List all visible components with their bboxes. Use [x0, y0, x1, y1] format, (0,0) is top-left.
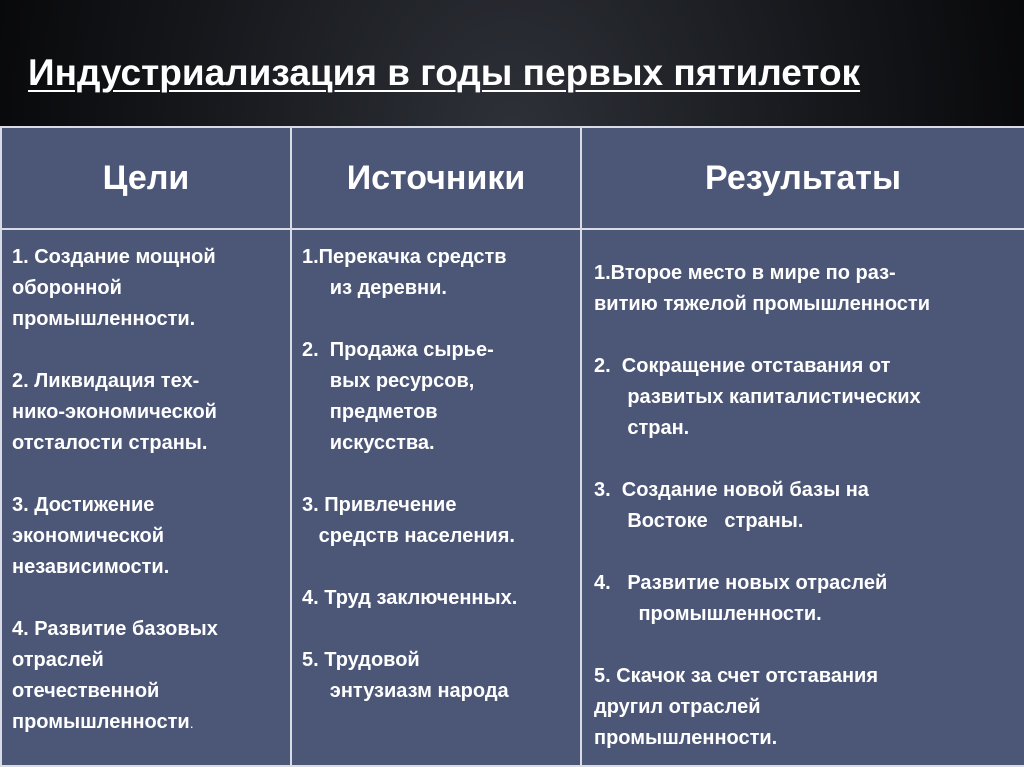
source-line: 5. Трудовой — [302, 649, 420, 671]
result-line: 2. Сокращение отставания от — [594, 355, 891, 377]
source-line: из деревни. — [302, 277, 447, 299]
source-line: 1.Перекачка средств — [302, 246, 507, 268]
slide-title: Индустриализация в годы первых пятилеток — [28, 52, 861, 93]
comparison-table — [0, 126, 1024, 767]
header-goals: Цели — [1, 127, 291, 229]
goal-line: 2. Ликвидация тех- — [12, 370, 200, 392]
goal-line: нико-экономической — [12, 401, 217, 423]
header-results: Результаты — [581, 127, 1024, 229]
result-line: промышленности. — [594, 727, 778, 749]
goals-list — [2, 230, 290, 739]
result-line: витию тяжелой промышленности — [594, 293, 931, 315]
goal-line: промышленности. — [12, 308, 196, 330]
goal-line — [12, 707, 290, 739]
goal-line: отсталости страны. — [12, 432, 208, 454]
goal-line-dot: . — [189, 715, 194, 731]
header-row — [1, 127, 1024, 229]
source-line: 2. Продажа сырье- — [302, 339, 494, 361]
result-line: развитых капиталистических — [594, 386, 921, 408]
sources-cell — [291, 229, 581, 766]
result-line: стран. — [594, 417, 690, 439]
result-line: 4. Развитие новых отраслей — [594, 572, 888, 594]
result-line: 1.Второе место в мире по раз- — [594, 262, 896, 284]
result-line: Востоке страны. — [594, 510, 804, 532]
result-line: другил отраслей — [594, 696, 761, 718]
content-row — [1, 229, 1024, 766]
goal-line: отечественной — [12, 680, 160, 702]
source-line: предметов — [302, 401, 438, 423]
header-sources: Источники — [291, 127, 581, 229]
goal-line: оборонной — [12, 277, 122, 299]
results-cell — [581, 229, 1024, 766]
goal-line: 3. Достижение — [12, 494, 155, 516]
results-list — [582, 230, 1024, 754]
source-line: средств населения. — [302, 525, 515, 547]
source-line: искусства. — [302, 432, 435, 454]
source-line: вых ресурсов, — [302, 370, 475, 392]
source-line: энтузиазм народа — [302, 680, 509, 702]
goal-line: независимости. — [12, 556, 170, 578]
goal-line: 1. Создание мощной — [12, 246, 216, 268]
source-line: 4. Труд заключенных. — [302, 587, 518, 609]
goal-line: 4. Развитие базовых — [12, 618, 218, 640]
goals-cell — [1, 229, 291, 766]
result-line: промышленности. — [594, 603, 822, 625]
sources-list — [292, 230, 580, 707]
result-line: 5. Скачок за счет отставания — [594, 665, 878, 687]
source-line: 3. Привлечение — [302, 494, 457, 516]
goal-line: экономической — [12, 525, 164, 547]
result-line: 3. Создание новой базы на — [594, 479, 869, 501]
goal-line: отраслей — [12, 649, 104, 671]
goal-line-text: промышленности — [12, 711, 190, 733]
